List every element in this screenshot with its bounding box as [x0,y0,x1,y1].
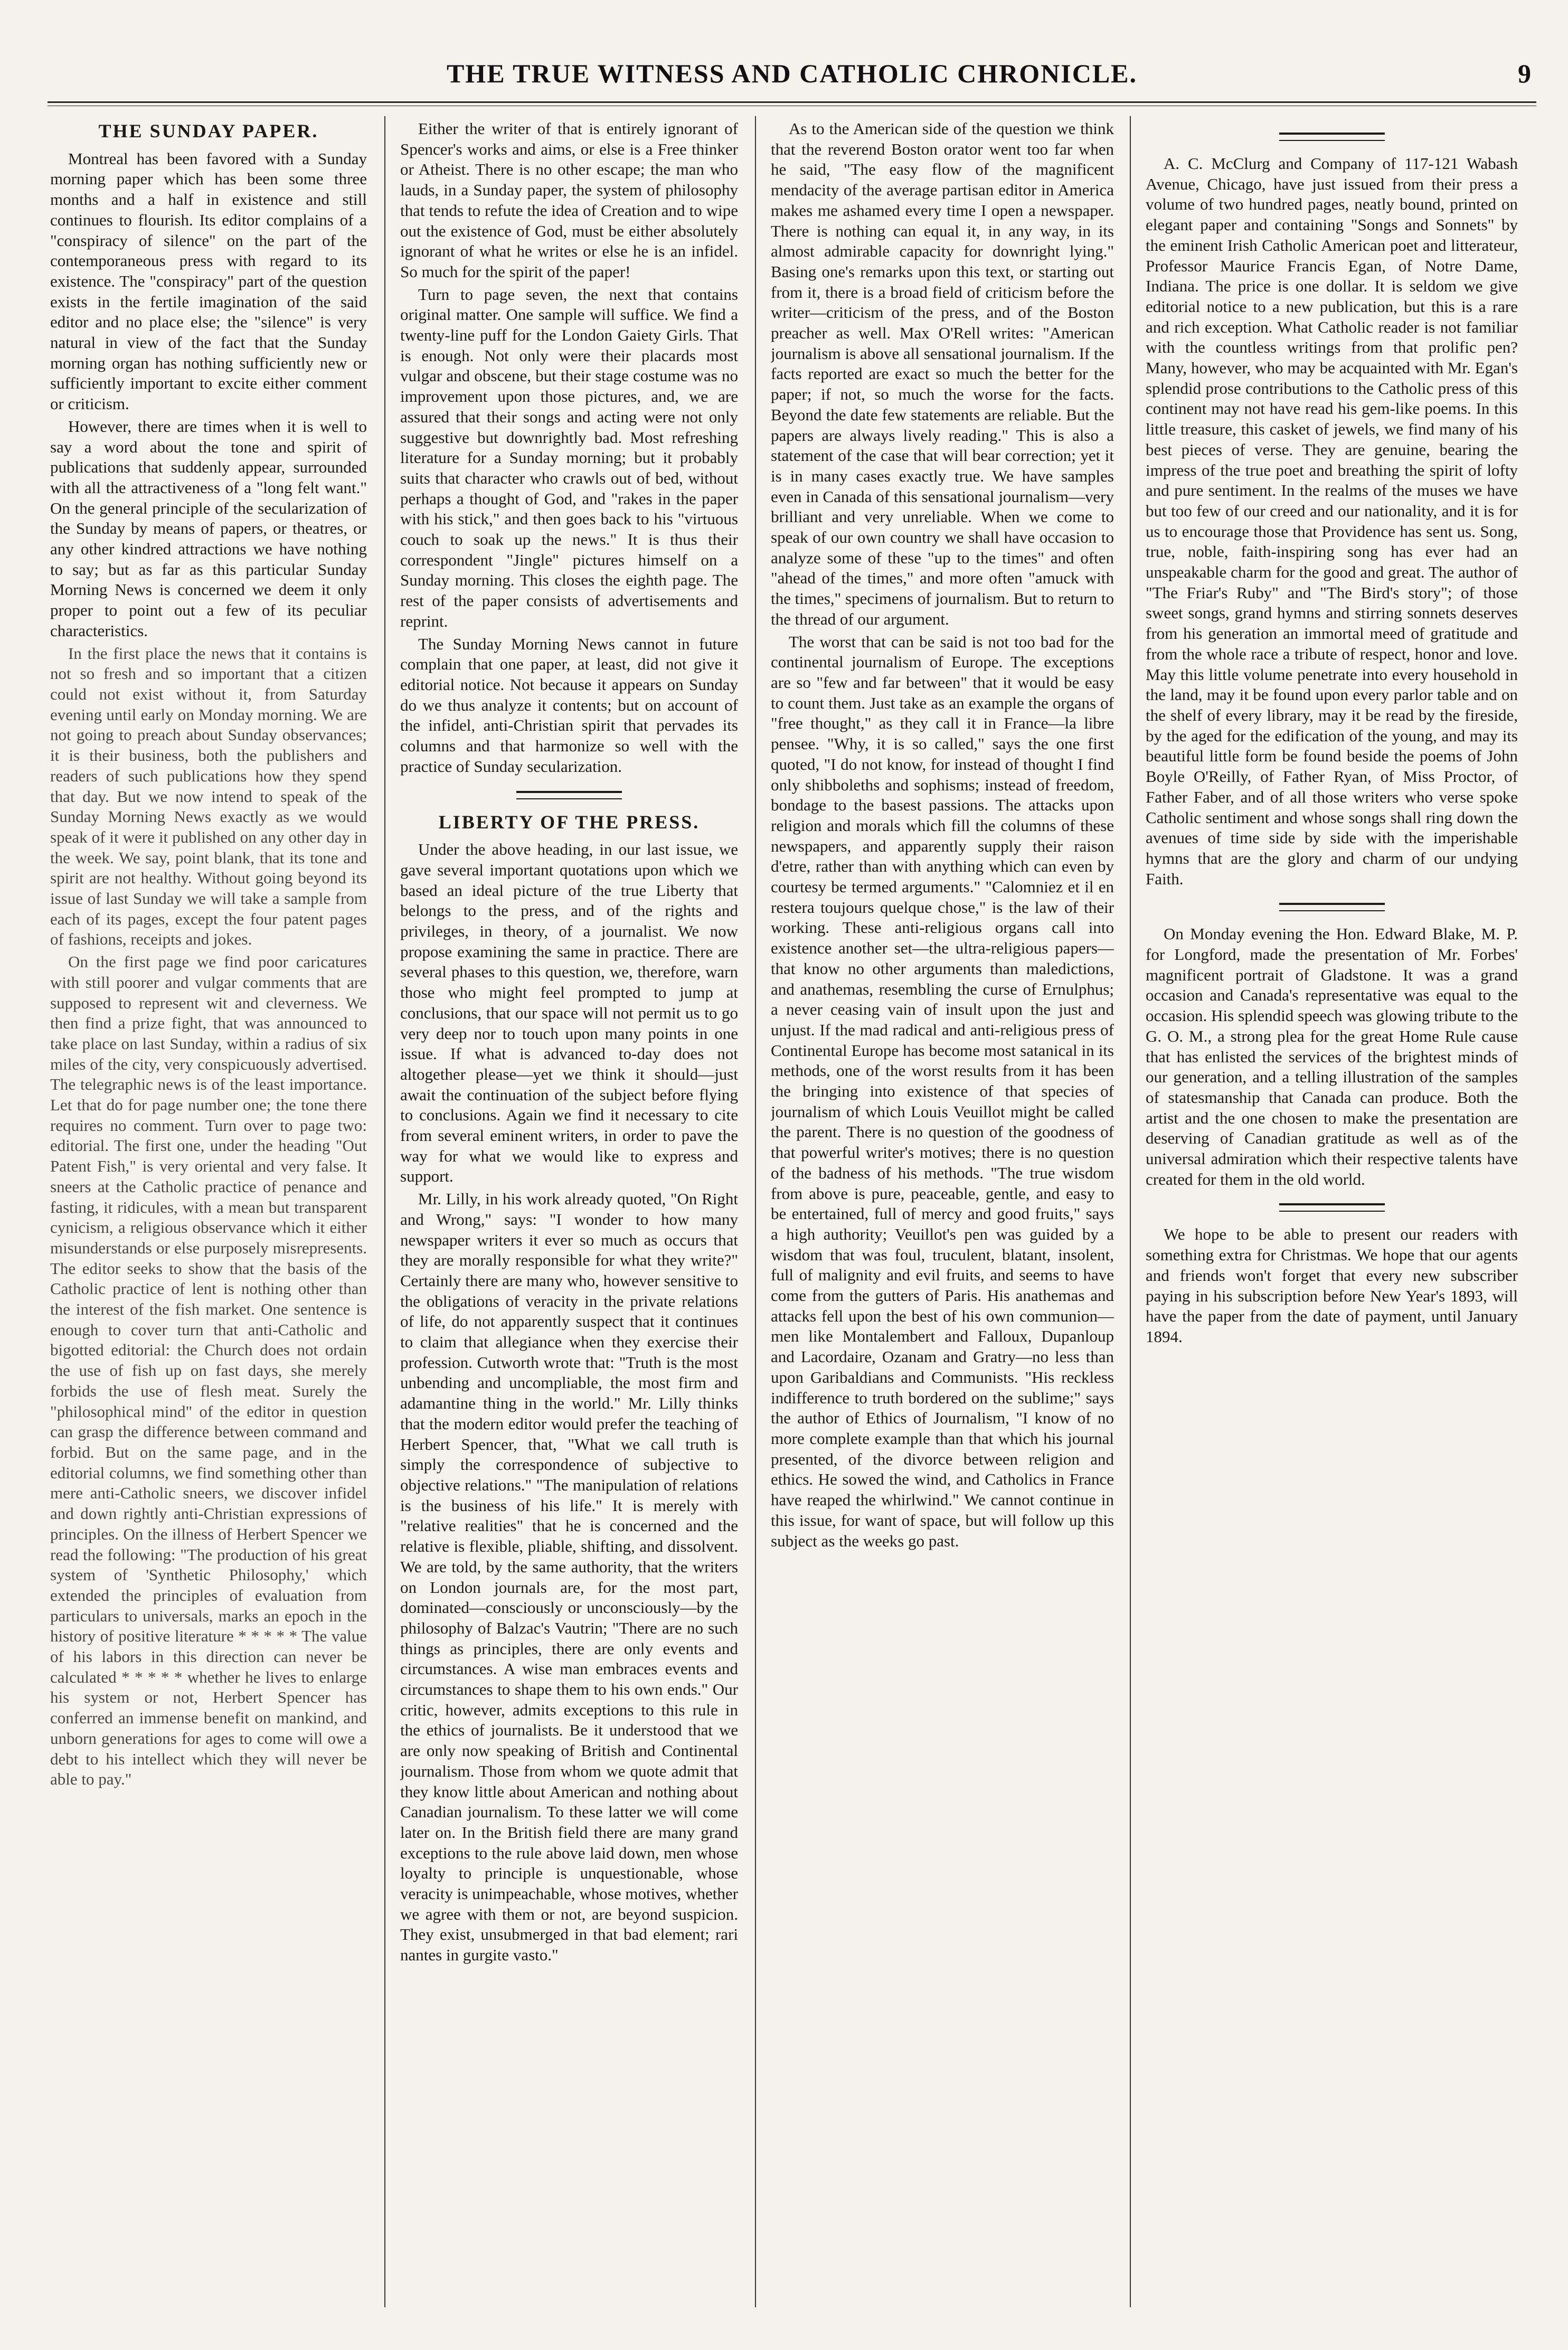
column-4 [1146,119,1518,2305]
article-paragraph: Under the above heading, in our last issue, we gave several important quotations upon which we based an ideal picture of the true Liberty that belongs to the press, and of the rights and privileges, in theory, of a journalist. We now propose examining the same in practice. There are several phases to this question, we, therefore, warn those who might feel prompted to jump at conclusions, that our space will not permit us to go very deep nor to touch upon many points in one issue. If what is advanced to-day does not altogether please—yet we think it should—just await the continuation of the subject before flying to conclusions. Again we find it necessary to cite from several eminent writers, in order to pave the way for what we would like to express and support. [400,840,738,1186]
column-divider [1130,116,1131,2307]
article-paragraph: As to the American side of the question we think that the reverend Boston orator went too far when he said, "The easy flow of the magnificent mendacity of the average partisan editor in America makes me ashamed every time I open a newspaper. There is nothing can equal it, in any way, in its almost admirable capacity for downright lying." Basing one's remarks upon this text, or starting out from it, there is a broad field of criticism before the writer—criticism of the press, and of the Boston preacher as well. Max O'Rell writes: "American journalism is above all sensational journalism. If the facts reported are exact so much the better for the paper; if not, so much the worse for the facts. Beyond the date few statements are reliable. But the papers are always lively reading." This is also a statement of the case that will bear correction; yet it is in many cases exactly true. We have samples even in Canada of this sensational journalism—very brilliant and very unreliable. When we come to speak of our own country we shall have occasion to analyze some of these "up to the times" and often "ahead of the times," and more often "amuck with the times," specimens of journalism. But to return to the thread of our argument. [771,119,1114,628]
section-separator [1279,133,1385,141]
article-paragraph: However, there are times when it is well to say a word about the tone and spirit of publications that suddenly appear, surrounded with all the attractiveness of a "long felt want." On the general principle of the secularization of the Sunday by means of papers, or theatres, or any other kindred attractions we have nothing to say; but as far as this particular Sunday Morning News is concerned we deem it only proper to point out a few of its peculiar characteristics. [50,417,367,640]
newspaper-title: THE TRUE WITNESS AND CATHOLIC CHRONICLE. [446,59,1138,88]
masthead [48,58,1536,95]
section-separator [516,791,622,799]
article-paragraph: Turn to page seven, the next that contains original matter. One sample will suffice. We find a twenty-line puff for the London Gaiety Girls. That is enough. Not only were their placards most vulgar and obscene, but their stage costume was no improvement upon those pictures, and, we are assured that their songs and acting were not only suggestive but downrightly bad. Most refreshing literature for a Sunday morning; but it probably suits that character who crawls out of bed, without perhaps a thought of God, and "rakes in the paper with his stick," and then goes back to his "virtuous couch to soak up the news." It is thus their correspondent "Jingle" pictures himself on a Sunday morning. This closes the eighth page. The rest of the paper consists of advertisements and reprint. [400,285,738,630]
article-paragraph: Mr. Lilly, in his work already quoted, "On Right and Wrong," says: "I wonder to how many newspaper writers it ever so much as occurs that they are morally responsible for what they write?" Certainly there are many who, however sensitive to the obligations of veracity in the private relations of life, do not apparently suspect that it continues to claim that allegiance when they exercise their profession. Cutworth wrote that: "Truth is the most unbending and uncompliable, the most firm and adamantine thing in the world." Mr. Lilly thinks that the modern editor would prefer the teaching of Herbert Spencer, that, "What we call truth is simply the correspondence of subjective to objective relations." "The manipulation of relations is the business of his life." It is merely with "relative realities" that he is concerned and the relative is flexible, pliable, shifting, and dissolvent. We are told, by the same authority, that the writers on London journals are, for the most part, dominated—consciously or unconsciously—by the philosophy of Balzac's Vautrin; "There are no such things as principles, there are only events and circumstances. A wise man embraces events and circumstances to shape them to his own ends." Our critic, however, admits exceptions to this rule in the ethics of journalists. Be it understood that we are only now speaking of British and Continental journalism. Those from whom we quote admit that they know little about American and nothing about Canadian journalism. To these latter we will come later on. In the British field there are many grand exceptions to the rule above laid down, men whose loyalty to principle is unquestionable, whose veracity is unimpeachable, whose motives, whether we agree with them or not, are beyond suspicion. They exist, unsubmerged in that bad element; rari nantes in gurgite vasto." [400,1190,738,1965]
column-divider [384,116,385,2307]
article-headline: THE SUNDAY PAPER. [98,120,319,141]
article-paragraph: We hope to be able to present our readers with something extra for Christmas. We hope that our agents and friends won't forget that every new subscriber paying in his subscription before New Year's 1893, will have the paper from the date of payment, until January 1894. [1146,1225,1518,1346]
article-paragraph: The worst that can be said is not too bad for the continental journalism of Europe. The exceptions are so "few and far between" that it would be easy to count them. Just take as an example the organs of "free thought," as they call it in France—la libre pensee. "Why, it is so called," says the one first quoted, "I do not know, for instead of thought I find only shibboleths and sophisms; instead of freedom, bondage to the basest passions. The attacks upon religion and morals which fill the columns of these newspapers, and apparently supply their raison d'etre, rather than with anything which can even by courtesy be termed arguments." "Calomniez et il en restera toujours quelque chose," is the law of their working. These anti-religious organs call into existence another set—the ultra-religious papers—that know no other arguments than maledictions, and anathemas, resembling the curse of Ernulphus; a never ceasing vain of insult upon the just and unjust. If the mad radical and anti-religious press of Continental Europe has become most satanical in its methods, one of the worst results from it has been the bringing into existence of that species of journalism of which Louis Veuillot might be called the parent. There is no question of the goodness of that powerful writer's motives; there is no question of the badness of his methods. "The true wisdom from above is pure, peaceable, gentle, and easy to be entertained, full of mercy and good fruits," says a high authority; Veuillot's pen was guided by a wisdom that was foul, truculent, blatant, insolent, full of malignity and evil fruits, and seems to have come from the gutters of Paris. His anathemas and attacks fell upon the best of his own communion—men like Montalembert and Falloux, Dupanloup and Lacordaire, Ozanam and Gratry—no less than upon Garibaldians and Communists. "His reckless indifference to truth bordered on the sublime;" says the author of Ethics of Journalism, "I know of no more complete example than that which his journal presented, of the divorce between religion and ethics. He sowed the wind, and Catholics in France have reaped the whirlwind." We cannot continue in this issue, for want of space, but will follow up this subject as the weeks go past. [771,632,1114,1550]
article-paragraph: On the first page we find poor caricatures with still poorer and vulgar comments that are supposed to represent wit and cleverness. We then find a prize fight, that was announced to take place on last Sunday, within a radius of six miles of the city, very conspicuously advertised. The telegraphic news is of the least importance. Let that do for page number one; the tone there requires no comment. Turn over to page two: editorial. The first one, under the heading "Out Patent Fish," is very oriental and very false. It sneers at the Catholic practice of penance and fasting, it ridicules, with a mean but transparent cynicism, a religious observance which it either misunderstands or else purposely misrepresents. The editor seeks to show that the basis of the Catholic practice of lent is nothing other than the interest of the fish market. One sentence is enough to cover turn that anti-Catholic and bigotted editorial: the Church does not ordain the use of fish up on fast days, she merely forbids the use of flesh meat. Surely the "philosophical mind" of the editor in question can grasp the difference between command and forbid. But on the same page, and in the editorial columns, we find something other than mere anti-Catholic sneers, we discover infidel and down rightly anti-Christian expressions of principles. On the illness of Herbert Spencer we read the following: "The production of his great system of 'Synthetic Philosophy,' which extended the principles of evaluation from particulars to universals, marks an epoch in the history of positive literature * * * * * The value of his labors in this direction can never be calculated * * * * * whether he lives to enlarge his system or not, Herbert Spencer has conferred an immense benefit on mankind, and unborn generations for ages to come will owe a debt to his intellect which they will never be able to pay." [50,952,367,1789]
article-paragraph: Montreal has been favored with a Sunday morning paper which has been some three months and a half in existence and still continues to flourish. Its editor complains of a "conspiracy of silence" on the part of the contemporaneous press with regard to its existence. The "conspiracy" part of the question exists in the fertile imagination of the said editor and no place else; the "silence" is very natural in view of the fact that the Sunday morning organ has nothing sufficiently new or sufficiently important to excite either comment or criticism. [50,149,367,413]
article-paragraph: On Monday evening the Hon. Edward Blake, M. P. for Longford, made the presentation of Mr. Forbes' magnificent portrait of Gladstone. It was a grand occasion and Canada's representative was equal to the occasion. His splendid speech was glowing tribute to the G. O. M., a strong plea for the great Home Rule cause that has enlisted the services of the brightest minds of our generation, and a telling illustration of the samples of statesmanship that Canada can produce. Both the artist and the one chosen to make the presentation are deserving of Canadian gratitude as well as of the universal admiration which their respective talents have created for them in the old world. [1146,924,1518,1188]
column-1 [50,119,367,2305]
masthead-rule [48,101,1536,103]
section-separator [1279,903,1385,911]
section-separator [1279,1203,1385,1212]
article-paragraph: Either the writer of that is entirely ignorant of Spencer's works and aims, or else is a Free thinker or Atheist. There is no other escape; the man who lauds, in a Sunday paper, the system of philosophy that tends to refute the idea of Creation and to wipe out the existence of God, must be either absolutely ignorant of what he writes or else he is an infidel. So much for the spirit of the paper! [400,119,738,281]
column-3 [771,119,1114,2305]
column-divider [755,116,756,2307]
column-2 [400,119,738,2305]
article-headline: LIBERTY OF THE PRESS. [438,811,700,833]
article-paragraph: In the first place the news that it contains is not so fresh and so important that a citizen could not exist without it, from Saturday evening until early on Monday morning. We are not going to preach about Sunday observances; it is their business, both the publishers and readers of such publications how they spend that day. But we now intend to speak of the Sunday Morning News exactly as we would speak of it were it published on any other day in the week. We say, point blank, that its tone and spirit are not healthy. Without going beyond its issue of last Sunday we will take a sample from each of its pages, except the four patent pages of fashions, receipts and jokes. [50,644,367,949]
article-paragraph: A. C. McClurg and Company of 117-121 Wabash Avenue, Chicago, have just issued from their press a volume of two hundred pages, neatly bound, printed on elegant paper and containing "Songs and Sonnets" by the eminent Irish Catholic American poet and litterateur, Professor Maurice Francis Egan, of Notre Dame, Indiana. The price is one dollar. It is seldom we give editorial notice to a new publication, but this is a rare and rich exception. What Catholic reader is not familiar with the countless writings from that prolific pen? Many, however, who may be acquainted with Mr. Egan's splendid prose contributions to the Catholic press of this continent may not have read his gem-like poems. In this little treasure, this casket of jewels, we find many of his best pieces of verse. They are genuine, bearing the impress of the true poet and breathing the spirit of lofty and pure sentiment. In the realms of the muses we have but too few of our creed and our nationality, and it is for us to encourage those that Providence has sent us. Song, true, noble, faith-inspiring song has ever had an unspeakable charm for the good and great. The author of "The Friar's Ruby" and "The Bird's story"; of those sweet songs, grand hymns and stirring sonnets deserves from his generation an immortal meed of gratitude and from the whole race a tribute of respect, honor and love. May this little volume penetrate into every household in the land, may it be found upon every parlor table and on the shelf of every library, may it be read by the fireside, by the aged for the edification of the young, and may its beautiful little form be found beside the poems of John Boyle O'Reilly, of Father Ryan, of Miss Proctor, of Father Faber, and of all those writers who verse spoke Catholic sentiment and whose songs shall ring down the avenues of time side by side with the imperishable hymns that are the glory and charm of our undying Faith. [1146,154,1518,888]
article-paragraph: The Sunday Morning News cannot in future complain that one paper, at least, did not give it editorial notice. Not because it appears on Sunday do we thus analyze it contents; but on account of the infidel, anti-Christian spirit that pervades its columns and that harmonize so well with the practice of Sunday secularization. [400,634,738,776]
page-number: 9 [1518,59,1531,88]
